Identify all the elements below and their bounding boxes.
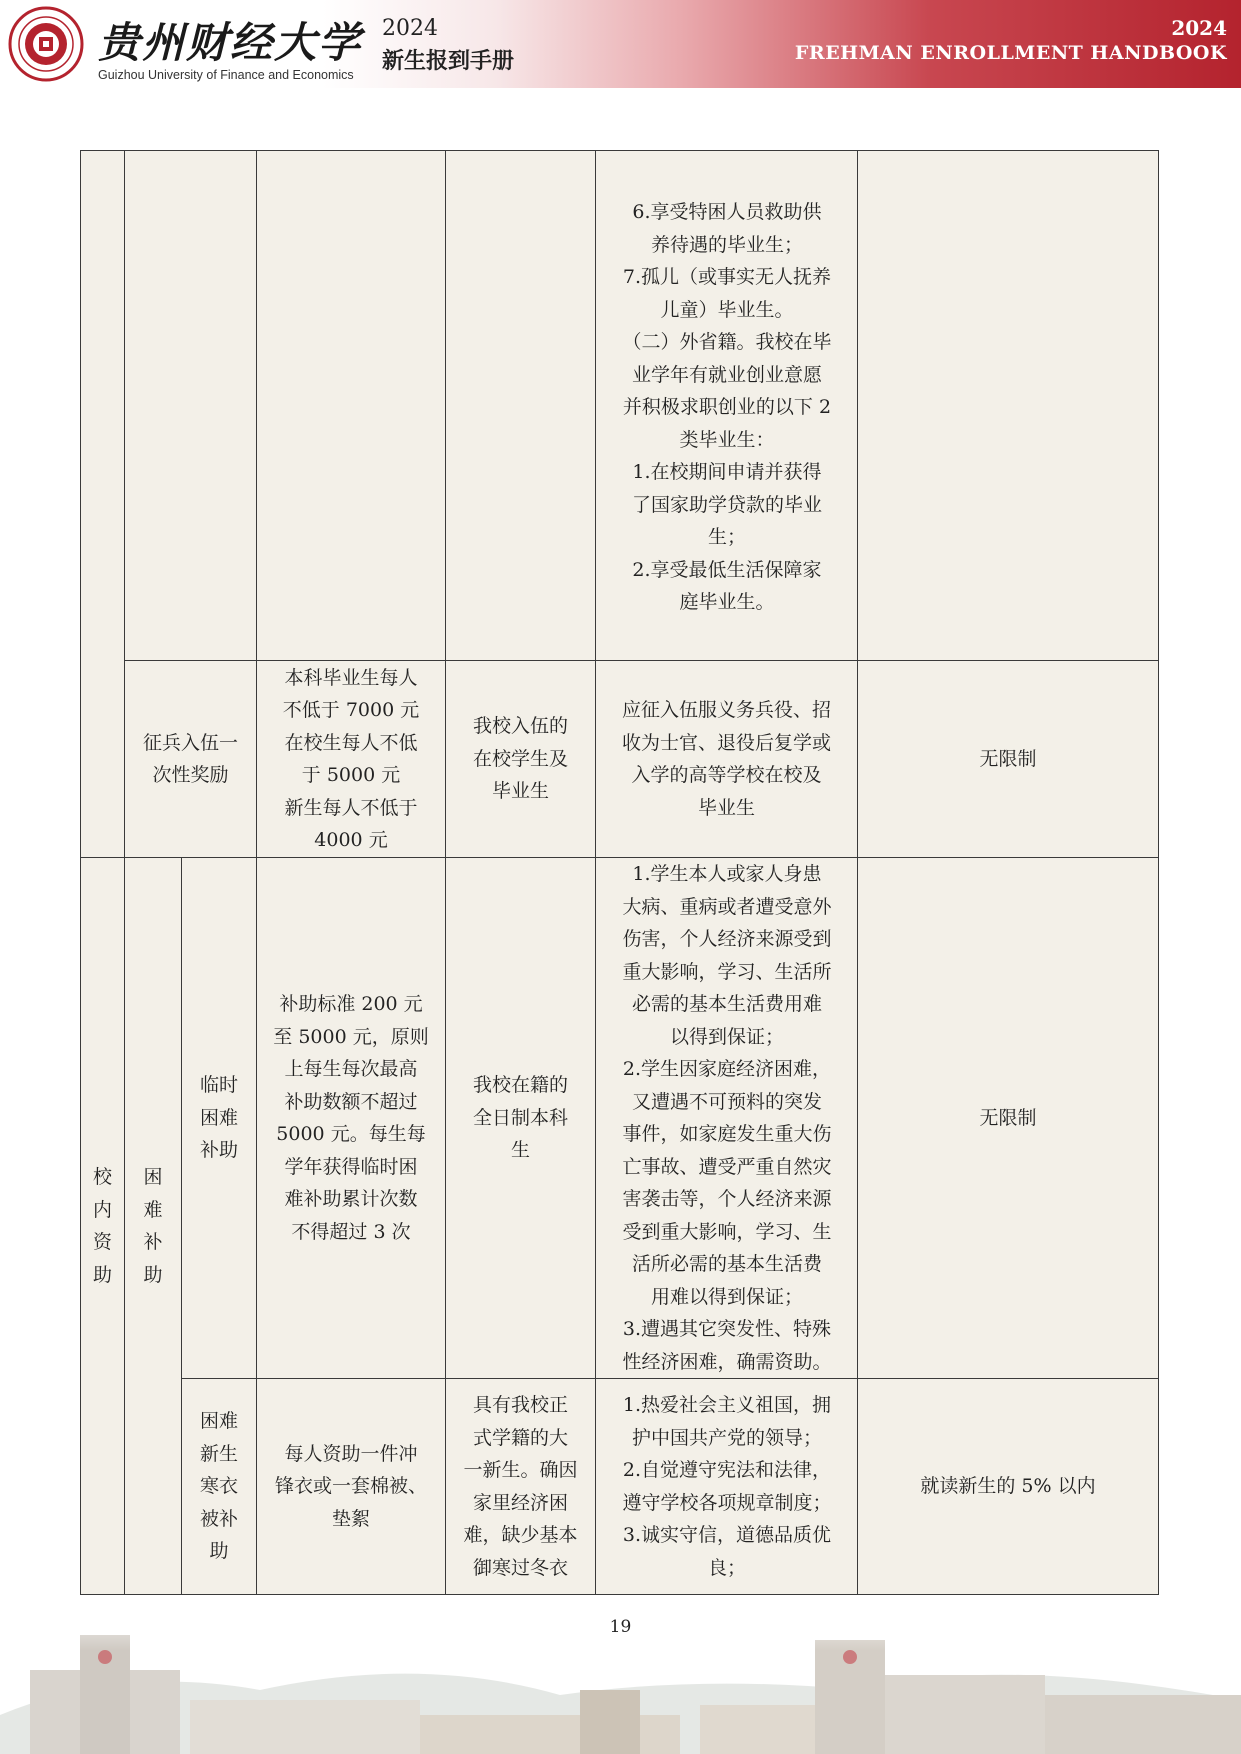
aid-quota-cell: 无限制 <box>858 661 1159 858</box>
header-year-right: 2024 <box>1171 16 1227 40</box>
aid-target-cell: 具有我校正 式学籍的大 一新生。确因 家里经济困 难，缺少基本 御寒过冬衣 <box>446 1379 596 1595</box>
conditions-text: 6.享受特困人员救助供 养待遇的毕业生； 7.孤儿（或事实无人抚养 儿童）毕业生。 （二）外省籍。我校在毕 业学年有就业创业意愿 并积极求职创业的以下 2 类毕业生： 1.在校期间申请并获得 了国家助学贷款的毕业 生； 2.享受最低生活保障家 庭毕业生。 <box>622 201 832 614</box>
handbook-year: 2024 <box>382 16 438 41</box>
table-row <box>81 858 1159 1379</box>
university-name-en: Guizhou University of Finance and Economics <box>98 68 354 82</box>
aid-quota-cell: 就读新生的 5% 以内 <box>858 1379 1159 1595</box>
aid-standard-cell: 每人资助一件冲 锋衣或一套棉被、 垫絮 <box>257 1379 446 1595</box>
quota-cell-empty <box>858 151 1159 661</box>
aid-target-cell: 我校在籍的 全日制本科 生 <box>446 858 596 1379</box>
aid-target-cell: 我校入伍的 在校学生及 毕业生 <box>446 661 596 858</box>
university-name-cn: 贵州财经大学 <box>98 18 363 67</box>
subcategory-cell <box>125 858 182 1595</box>
table-row <box>81 661 1159 858</box>
target-cell-empty <box>446 151 596 661</box>
aid-policy-table <box>80 150 1159 1595</box>
table-row <box>81 151 1159 661</box>
aid-name-cell: 临时 困难 补助 <box>182 858 257 1379</box>
table-row <box>81 1379 1159 1595</box>
aid-quota-cell: 无限制 <box>858 858 1159 1379</box>
aid-standard-cell: 本科毕业生每人 不低于 7000 元 在校生每人不低 于 5000 元 新生每人不低于 4000 元 <box>257 661 446 858</box>
aid-name-cell: 困难 新生 寒衣 被补 助 <box>182 1379 257 1595</box>
name-cell-empty <box>125 151 257 661</box>
page-header <box>0 0 1241 88</box>
category-label: 校 内 资 助 <box>92 1166 112 1286</box>
aid-name-cell: 征兵入伍一 次性奖励 <box>125 661 257 858</box>
category-cell <box>81 858 125 1595</box>
aid-standard-cell: 补助标准 200 元 至 5000 元，原则 上每生每次最高 补助数额不超过 5000 元。每生每 学年获得临时困 难补助累计次数 不得超过 3 次 <box>257 858 446 1379</box>
standard-cell-empty <box>257 151 446 661</box>
university-seal-logo <box>8 6 84 82</box>
page-number: 19 <box>609 1617 632 1637</box>
aid-conditions-cell: 1.学生本人或家人身患 大病、重病或者遭受意外 伤害，个人经济来源受到 重大影响，学习、生活所 必需的基本生活费用难 以得到保证； 2.学生因家庭经济困难， 又遭遇不可预料的突发 事件，如家庭发生重大伤 亡事故、遭受严重自然灾 害袭击等，个人经济来源 受到重大影响，学习、生 活所必需的基本生活费 用难以得到保证； 3.遭遇其它突发性、特殊 性经济困难，确需资助。 <box>596 858 858 1379</box>
aid-conditions-cell: 应征入伍服义务兵役、招 收为士官、退役后复学或 入学的高等学校在校及 毕业生 <box>596 661 858 858</box>
category-cell-empty <box>81 151 125 858</box>
subcategory-label: 困 难 补 助 <box>143 1166 163 1286</box>
handbook-title: 新生报到手册 <box>382 48 515 74</box>
aid-conditions-cell: 1.热爱社会主义祖国，拥 护中国共产党的领导； 2.自觉遵守宪法和法律， 遵守学校各项规章制度； 3.诚实守信，道德品质优 良； <box>596 1379 858 1595</box>
header-title-en: FREHMAN ENROLLMENT HANDBOOK <box>794 42 1227 64</box>
conditions-cell <box>596 151 858 661</box>
